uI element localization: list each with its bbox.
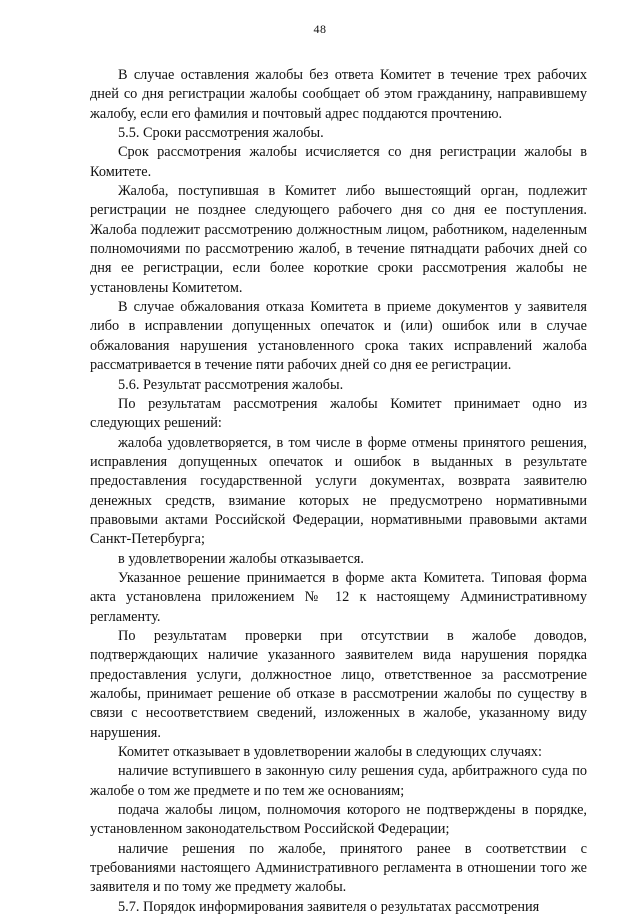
- paragraph-review-period-start: Срок рассмотрения жалобы исчисляется со дня регистрации жалобы в Комитете.: [90, 144, 587, 180]
- section-heading-5-6: 5.6. Результат рассмотрения жалобы.: [118, 376, 344, 393]
- paragraph-refusal-prior-decision: наличие решения по жалобе, принятого ранее в соответствии с требованиями настоящего Административного регламента в отношении того же заявителя и по тому же предмету жалобы.: [90, 840, 587, 896]
- paragraph-registration-and-review: Жалоба, поступившая в Комитет либо вышестоящий орган, подлежит регистрации не позднее следующего рабочего дня со дня ее поступления. Жалоба подлежит рассмотрению должностным лицом, работником, наделенным полномочиями по рассмотрению жалоб, в течение пятнадцати рабочих дней со дня ее регистрации, если более короткие сроки рассмотрения жалобы не установлены Комитетом.: [90, 183, 587, 296]
- page-number: 48: [313, 22, 327, 36]
- paragraph-refusal-appeal-period: В случае обжалования отказа Комитета в приеме документов у заявителя либо в исправлении допущенных опечаток и (или) ошибок или в случае обжалования нарушения установленного срока таких исправлений жалоба рассматривается в течение пяти рабочих дней со дня ее регистрации.: [90, 299, 587, 374]
- paragraph-refusal-no-authority: подача жалобы лицом, полномочия которого не подтверждены в порядке, установленном законодательством Российской Федерации;: [90, 802, 587, 838]
- paragraph-complaint-rejected: в удовлетворении жалобы отказывается.: [118, 550, 364, 567]
- paragraph-refusal-on-merits: По результатам проверки при отсутствии в жалобе доводов, подтверждающих наличие указанного заявителем вида нарушения порядка предоставления услуги, должностное лицо, ответственное за рассмотрение жалобы, принимает решение об отказе в рассмотрении жалобы по существу в связи с несоответствием сведений, изложенных в жалобе, указанному виду нарушения.: [90, 627, 587, 741]
- paragraph-no-response-notice: В случае оставления жалобы без ответа Комитет в течение трех рабочих дней со дня регистрации жалобы сообщает об этом гражданину, направившему жалобу, если его фамилия и почтовый адрес поддаются прочтению.: [90, 67, 587, 122]
- paragraph-refusal-cases-intro: Комитет отказывает в удовлетворении жалобы в следующих случаях:: [118, 744, 542, 761]
- paragraph-complaint-satisfied: жалоба удовлетворяется, в том числе в форме отмены принятого решения, исправления допущенных опечаток и ошибок в выданных в результате предоставления государственной услуги документах, возврата заявителю денежных средств, взимание которых не предусмотрено нормативными правовыми актами Российской Федерации, нормативными правовыми актами Санкт-Петербурга;: [90, 434, 587, 548]
- section-heading-5-5: 5.5. Сроки рассмотрения жалобы.: [118, 125, 324, 142]
- section-heading-5-7: 5.7. Порядок информирования заявителя о результатах рассмотрения: [118, 898, 540, 915]
- paragraph-refusal-court-decision: наличие вступившего в законную силу решения суда, арбитражного суда по жалобе о том же предмете и по тем же основаниям;: [90, 763, 587, 799]
- paragraph-decision-intro: По результатам рассмотрения жалобы Комитет принимает одно из следующих решений:: [90, 395, 587, 432]
- document-text: [90, 66, 587, 917]
- paragraph-decision-form: Указанное решение принимается в форме акта Комитета. Типовая форма акта установлена приложением № 12 к настоящему Административному регламенту.: [90, 569, 587, 625]
